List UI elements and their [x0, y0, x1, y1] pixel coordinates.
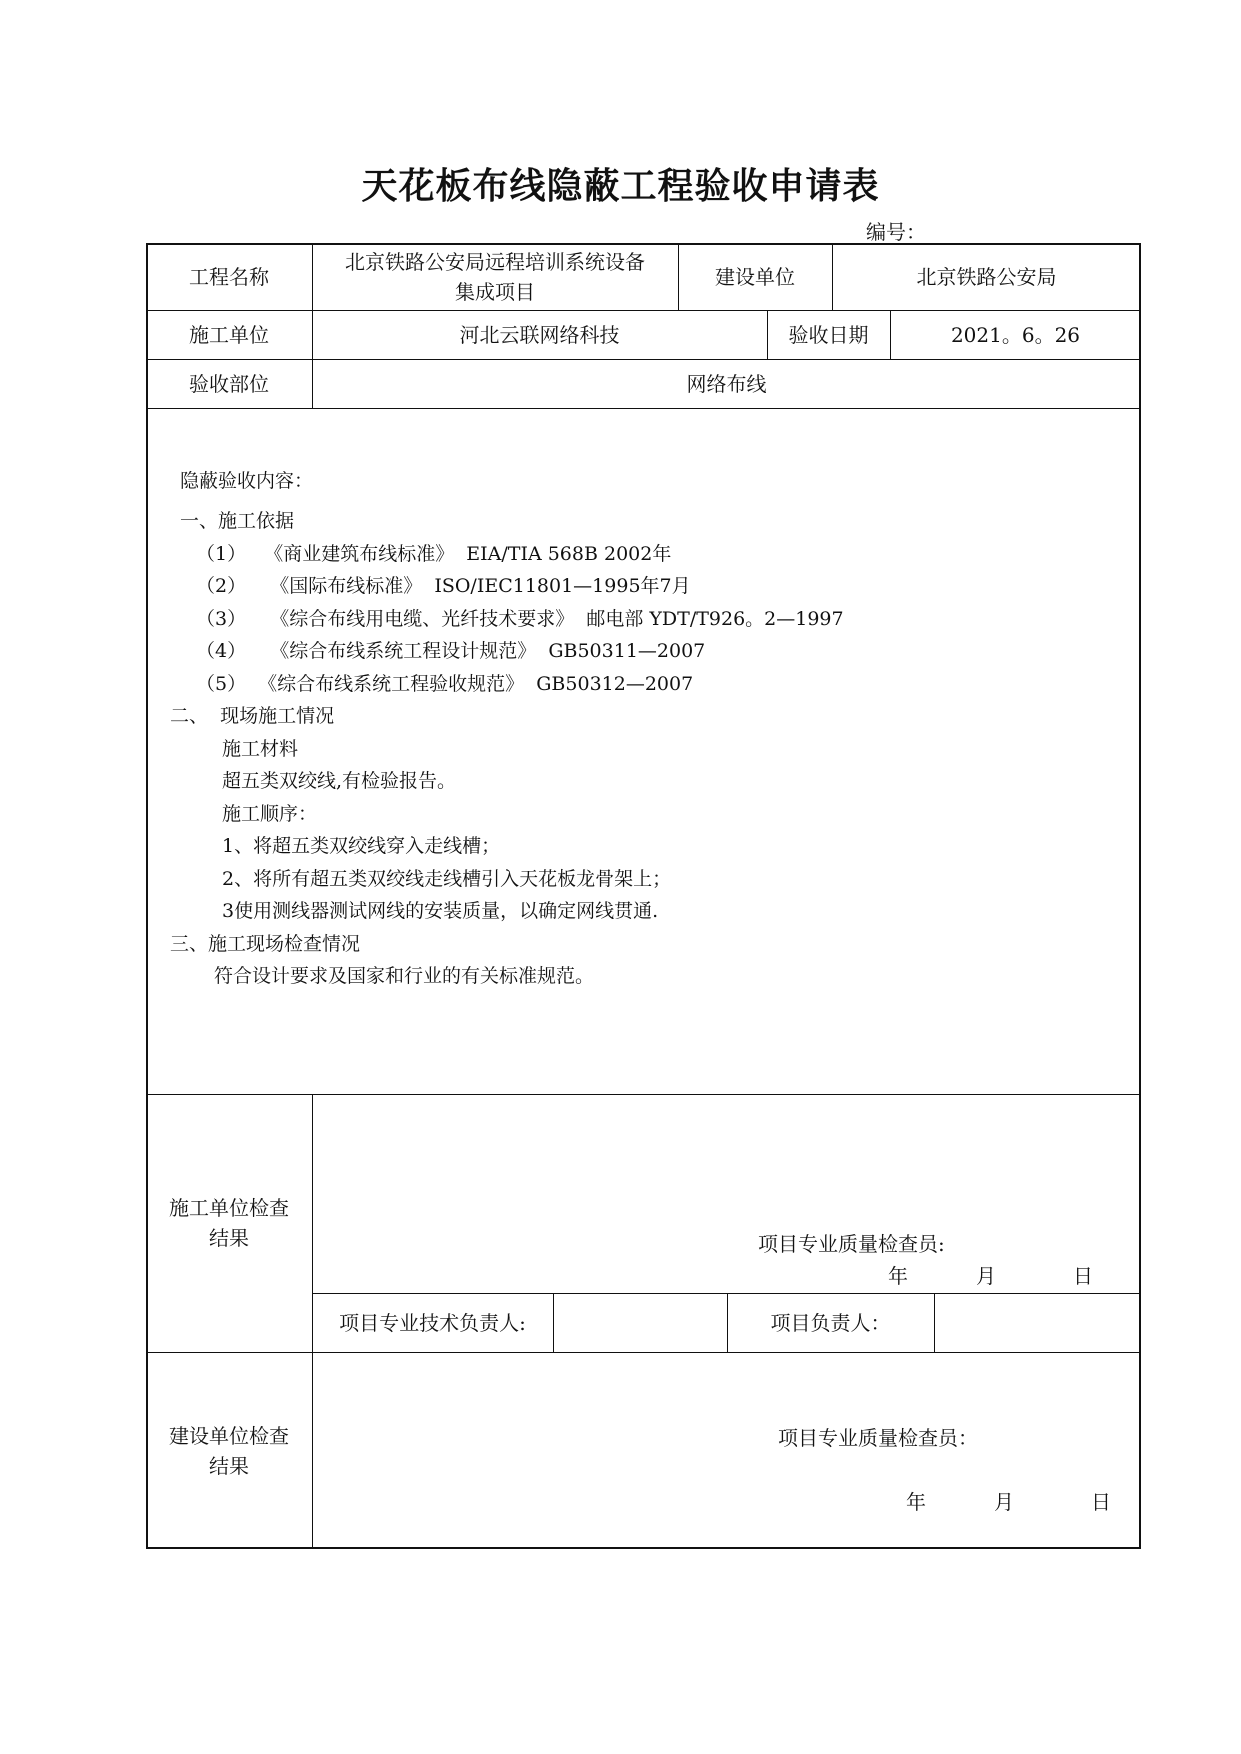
owner-check-label-line1: 建设单位检查 — [169, 1423, 289, 1448]
contractor-value: 河北云联网络科技 — [459, 322, 620, 347]
owner-check-label-line2: 结果 — [209, 1453, 249, 1478]
content-line: （2） 《国际布线标准》 ISO/IEC11801—1995年7月 — [196, 575, 691, 597]
document-title: 天花板布线隐蔽工程验收申请表 — [361, 165, 880, 207]
owner-label: 建设单位 — [715, 264, 795, 289]
content-line: 超五类双绞线,有检验报告。 — [222, 770, 457, 792]
serial-number-label: 编号： — [866, 220, 926, 244]
project-name-line2: 集成项目 — [455, 279, 535, 304]
owner-month-label: 月 — [994, 1490, 1014, 1514]
content-line: （1） 《商业建筑布线标准》 EIA/TIA 568B 2002年 — [196, 543, 672, 565]
content-line: （5） 《综合布线系统工程验收规范》 GB50312—2007 — [196, 673, 694, 695]
owner-year-label: 年 — [906, 1490, 926, 1514]
contractor-month-label: 月 — [976, 1264, 996, 1288]
row-divider — [146, 408, 1141, 409]
acceptance-date-label: 验收日期 — [788, 322, 869, 347]
content-line: （4） 《综合布线系统工程设计规范》 GB50311—2007 — [196, 640, 706, 662]
content-line: 三、施工现场检查情况 — [170, 933, 361, 955]
owner-quality-inspector-label: 项目专业质量检查员： — [778, 1426, 978, 1450]
owner-check-label — [146, 1352, 312, 1549]
content-line: 施工材料 — [222, 738, 299, 760]
project-manager-label: 项目负责人： — [770, 1310, 891, 1335]
contractor-day-label: 日 — [1073, 1264, 1093, 1288]
acceptance-part-value: 网络布线 — [686, 371, 767, 396]
content-line: 1、将超五类双绞线穿入走线槽； — [222, 835, 501, 857]
owner-day-label: 日 — [1091, 1490, 1111, 1514]
content-line: （3） 《综合布线用电缆、光纤技术要求》 邮电部 YDT/T926。2—1997 — [196, 608, 844, 630]
contractor-year-label: 年 — [888, 1264, 908, 1288]
contractor-check-label — [146, 1094, 312, 1352]
content-line: 一、施工依据 — [180, 510, 295, 532]
content-line: 施工顺序： — [222, 803, 318, 825]
contractor-check-label-line1: 施工单位检查 — [169, 1196, 289, 1220]
content-heading: 隐蔽验收内容： — [180, 470, 314, 492]
owner-value: 北京铁路公安局 — [916, 264, 1057, 289]
project-name-value — [312, 243, 678, 310]
content-line: 3使用测线器测试网线的安装质量，以确定网线贯通. — [222, 900, 659, 922]
acceptance-part-label: 验收部位 — [189, 371, 269, 396]
content-line: 二、 现场施工情况 — [170, 705, 335, 727]
content-line: 符合设计要求及国家和行业的有关标准规范。 — [214, 965, 595, 987]
tech-lead-label: 项目专业技术负责人: — [339, 1310, 526, 1335]
contractor-check-label-line2: 结果 — [209, 1226, 249, 1250]
project-name-line1: 北京铁路公安局远程培训系统设备 — [345, 249, 645, 274]
project-name-label: 工程名称 — [189, 264, 269, 289]
tech-lead-signature[interactable] — [553, 1293, 727, 1352]
contractor-quality-inspector-label: 项目专业质量检查员: — [758, 1232, 945, 1256]
acceptance-date-value: 2021。6。26 — [950, 322, 1081, 347]
content-line: 2、将所有超五类双绞线走线槽引入天花板龙骨架上； — [222, 868, 672, 890]
project-manager-signature[interactable] — [934, 1293, 1141, 1352]
contractor-label: 施工单位 — [189, 322, 269, 347]
